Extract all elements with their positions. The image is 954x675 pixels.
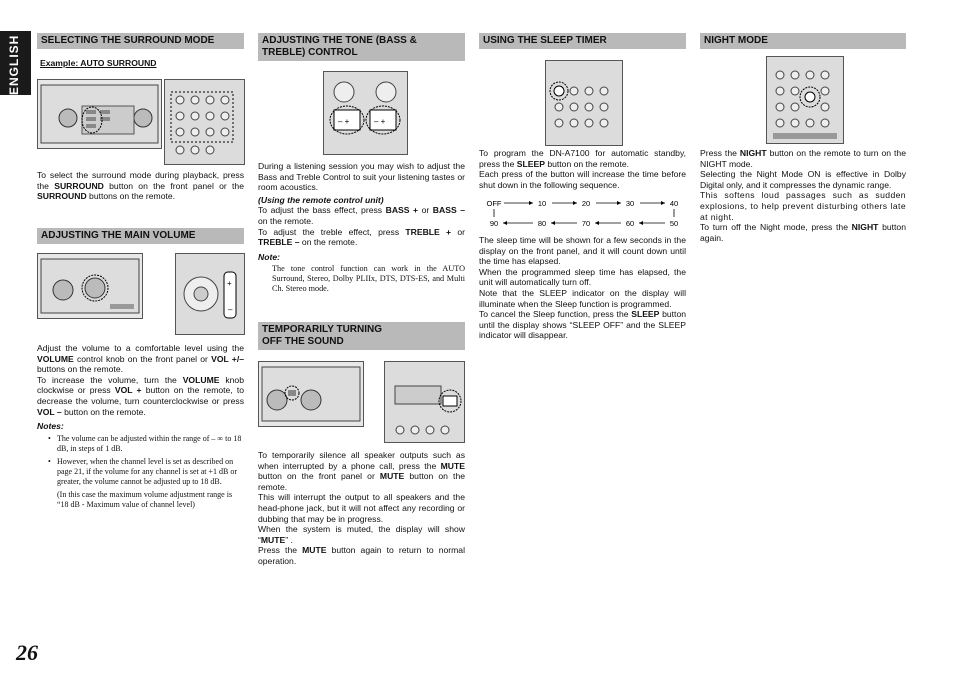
- svg-text:– +: – +: [374, 117, 386, 126]
- volume-bold: VOL –: [37, 406, 62, 417]
- front-panel-drawing: [38, 80, 161, 148]
- note-item: • The volume can be adjusted within the range of – ∞ to 18 dB, in steps of 1 dB.: [57, 434, 244, 454]
- mute-text: To temporarily silence all speaker outputs such as when interrupted by a phone call, press the: [258, 450, 465, 471]
- tone-bold: BASS –: [432, 205, 465, 216]
- volume-body: [37, 343, 244, 510]
- column-surround-volume: [37, 33, 244, 49]
- night-section: [700, 33, 906, 49]
- volume-text: control knob on the front panel or: [73, 353, 212, 364]
- sequence-arrow-forward-head: [573, 201, 577, 205]
- language-tab: [0, 31, 31, 95]
- sequence-step-bottom: 90: [489, 219, 499, 228]
- volume-notes: [37, 434, 244, 487]
- tone-body: [258, 161, 465, 294]
- sequence-step-bottom: 50: [669, 219, 679, 228]
- front-panel-volume-drawing: [38, 254, 142, 318]
- sequence-step-top: 40: [669, 199, 679, 208]
- mute-section: [258, 322, 465, 351]
- sleep-text: To cancel the Sleep function, press the: [479, 309, 632, 320]
- sequence-arrow-back-head: [639, 221, 643, 225]
- sleep-sequence-diagram: [484, 196, 684, 230]
- front-panel-illustration-mute: [258, 361, 364, 427]
- night-bold: NIGHT: [739, 148, 767, 158]
- sequence-arrow-forward-head: [661, 201, 665, 205]
- tone-bold: TREBLE –: [258, 237, 300, 248]
- front-panel-illustration-surround: [37, 79, 162, 149]
- mute-text: button again to return to normal operation.: [258, 545, 465, 566]
- sequence-arrow-back-head: [595, 221, 599, 225]
- sleep-sequence: [484, 196, 684, 230]
- mute-text: ” .: [285, 534, 293, 545]
- volume-bold: VOL +: [114, 385, 142, 396]
- example-label: Example: AUTO SURROUND: [40, 58, 157, 68]
- page-number: 26: [16, 640, 38, 665]
- mute-text: When the system is muted, the display will show “: [258, 524, 465, 545]
- heading-night: NIGHT MODE: [700, 33, 906, 49]
- mute-text: This will interrupt the output to all speakers and the head-phone jack, but it will not affect any recording or dubbing that may be in progress.: [258, 492, 465, 524]
- remote-illustration-surround: [164, 79, 245, 165]
- volume-text: buttons on the remote.: [37, 364, 123, 375]
- volume-bold: VOLUME: [182, 374, 220, 385]
- night-text: button on the remote to turn on the NIGHT mode.: [700, 148, 906, 169]
- night-text: button again.: [700, 222, 906, 243]
- remote-illustration-sleep: [545, 60, 623, 146]
- sleep-text: When the programmed sleep time has elapsed, the unit will automatically turn off.: [479, 266, 686, 288]
- surround-body: [37, 170, 244, 202]
- remote-volume-drawing: [176, 254, 244, 334]
- sleep-text: button on the remote.: [544, 158, 630, 169]
- sequence-arrow-forward-head: [529, 201, 533, 205]
- night-text: This softens loud passages such as sudden explosions, to help prevent disturbing others late at night.: [700, 190, 906, 222]
- tone-text: on the remote.: [258, 215, 314, 226]
- surround-bold: SURROUND: [54, 180, 104, 191]
- surround-text: buttons on the remote.: [86, 191, 176, 202]
- tone-text: or: [418, 205, 433, 216]
- mute-text: button on the front panel or: [258, 471, 380, 482]
- note-item: • However, when the channel level is set as described on page 21, if the volume for any channel is set at +1 dB or greater, the volume cannot be adjusted up to 18 dB.: [57, 457, 244, 487]
- sleep-text: button until the display shows “SLEEP OFF” and the SLEEP indicator will disappear.: [479, 309, 687, 341]
- night-body: [700, 148, 906, 243]
- sequence-step-bottom: 70: [581, 219, 591, 228]
- tone-bold: TREBLE +: [405, 226, 452, 237]
- notes-title: Notes:: [37, 421, 64, 432]
- remote-mute-drawing: [385, 362, 464, 442]
- svg-text:+: +: [227, 279, 232, 288]
- sleep-section: [479, 33, 686, 49]
- night-text: Press the: [700, 148, 740, 158]
- volume-bold: VOL +/–: [211, 353, 244, 364]
- front-panel-mute-drawing: [259, 362, 363, 426]
- sequence-step-top: 10: [537, 199, 547, 208]
- tone-text: To adjust the bass effect, press: [258, 205, 386, 216]
- mute-bold: MUTE: [379, 471, 405, 482]
- note-parenthetical: (In this case the maximum volume adjustment range is “18 dB - Maximum value of channel level): [57, 490, 233, 510]
- sleep-text: Each press of the button will increase the time before shut down in the following sequence.: [479, 169, 686, 190]
- volume-text: Adjust the volume to a comfortable level using the: [37, 343, 244, 353]
- sleep-bold: SLEEP: [516, 158, 545, 169]
- heading-volume: ADJUSTING THE MAIN VOLUME: [37, 228, 244, 244]
- sleep-body-2: [479, 235, 686, 341]
- remote-illustration-night: [766, 56, 844, 144]
- remote-illustration-mute: [384, 361, 465, 443]
- sleep-text: Note that the SLEEP indicator on the display will illuminate when the Sleep function is programmed.: [479, 287, 686, 309]
- sequence-step-bottom: 60: [625, 219, 635, 228]
- tone-note-title: Note:: [258, 251, 280, 262]
- surround-text: To select the surround mode during playback, press the: [37, 170, 244, 191]
- sequence-arrow-forward-head: [617, 201, 621, 205]
- remote-night-drawing: [767, 57, 843, 143]
- sleep-text: To program the DN-A7100 for automatic standby, press the: [479, 148, 686, 169]
- tone-intro: During a listening session you may wish to adjust the Bass and Treble Control to suit your listening tastes or room acoustics.: [258, 161, 465, 193]
- tone-text: or: [451, 226, 466, 237]
- heading-tone: ADJUSTING THE TONE (BASS & TREBLE) CONTROL: [258, 33, 465, 61]
- tone-section: [258, 33, 465, 61]
- sequence-arrow-back-head: [551, 221, 555, 225]
- surround-bold: SURROUND: [37, 191, 87, 202]
- mute-text: Press the: [258, 545, 303, 556]
- tone-text: To adjust the treble effect, press: [258, 226, 406, 237]
- remote-illustration-tone: [323, 71, 408, 155]
- surround-text: button on the front panel or the: [103, 180, 244, 191]
- language-tab-label: ENGLISH: [7, 34, 21, 95]
- heading-surround: SELECTING THE SURROUND MODE: [37, 33, 244, 49]
- volume-section: [37, 228, 244, 244]
- tone-note: The tone control function can work in the AUTO Surround, Stereo, Dolby PLIIx, DTS, DTS-ES, and Multi Ch. Stereo mode.: [272, 263, 465, 293]
- svg-text:– +: – +: [338, 117, 350, 126]
- mute-bold: MUTE: [440, 460, 465, 471]
- remote-tone-drawing: [324, 72, 407, 154]
- sequence-step-bottom: 80: [537, 219, 547, 228]
- mute-body: [258, 450, 465, 567]
- mute-text: button on the remote.: [258, 471, 466, 492]
- tone-subheading: (Using the remote control unit): [258, 194, 384, 205]
- night-text: To turn off the Night mode, press the: [700, 222, 852, 233]
- front-panel-illustration-volume: [37, 253, 143, 319]
- volume-text: To increase the volume, turn the: [37, 374, 183, 385]
- sleep-text: The sleep time will be shown for a few seconds in the display on the front panel, and it will count down until the time has elapsed.: [479, 235, 686, 267]
- heading-sleep: USING THE SLEEP TIMER: [479, 33, 686, 49]
- tone-text: on the remote.: [299, 237, 358, 248]
- svg-text:–: –: [228, 305, 233, 314]
- tone-bold: BASS +: [385, 205, 419, 216]
- volume-text: button on the remote, to decrease the volume, turn counterclockwise or press: [37, 385, 245, 406]
- sleep-body-1: [479, 148, 686, 190]
- mute-bold: MUTE: [260, 534, 286, 545]
- sequence-step-top: 20: [581, 199, 591, 208]
- heading-mute: TEMPORARILY TURNING OFF THE SOUND: [262, 324, 383, 347]
- night-text: Selecting the Night Mode ON is effective in Dolby Digital only, and it compresses the dynamic range.: [700, 169, 906, 190]
- remote-sleep-drawing: [546, 61, 622, 145]
- volume-text: knob clockwise or press: [37, 374, 244, 396]
- sequence-step-top: OFF: [486, 199, 502, 208]
- remote-drawing: [165, 80, 244, 164]
- mute-bold: MUTE: [302, 545, 327, 556]
- volume-text: button on the remote.: [61, 406, 146, 417]
- volume-bold: VOLUME: [37, 353, 74, 364]
- sequence-step-top: 30: [625, 199, 635, 208]
- sleep-bold: SLEEP: [631, 309, 660, 320]
- night-bold: NIGHT: [851, 222, 879, 233]
- remote-illustration-volume: [175, 253, 245, 335]
- sequence-arrow-back-head: [503, 221, 507, 225]
